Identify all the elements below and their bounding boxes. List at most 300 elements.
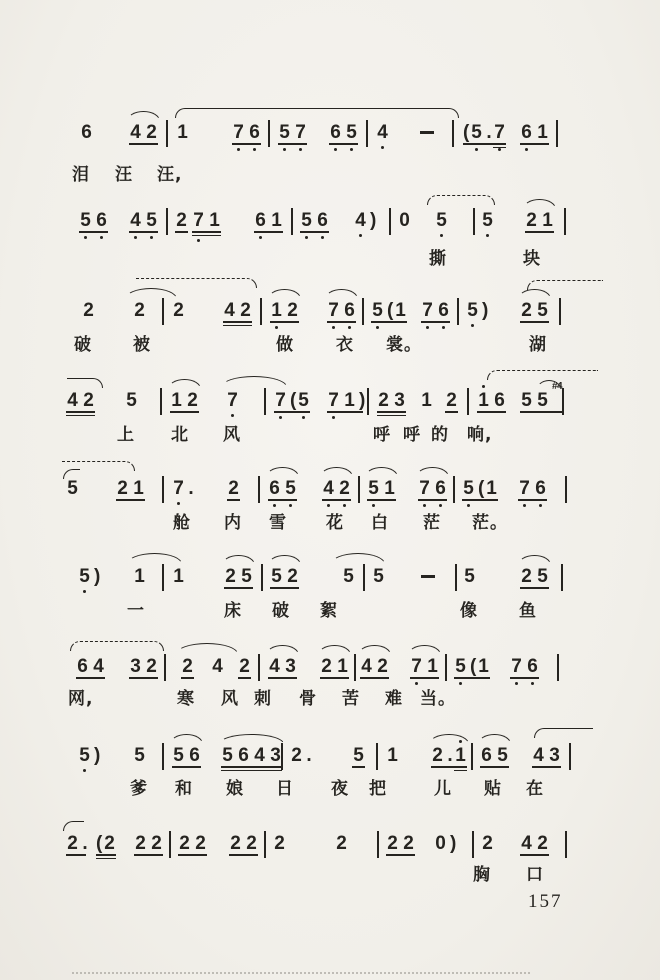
beam-line xyxy=(510,677,539,679)
octave-dot-below xyxy=(439,504,442,507)
slur-arc xyxy=(331,553,385,564)
barline xyxy=(160,388,162,415)
note-char: 7 xyxy=(410,656,423,678)
lyric: 湖 xyxy=(529,335,547,355)
note-group xyxy=(520,300,552,322)
note-char: 7 xyxy=(421,300,434,322)
note-group xyxy=(170,390,202,412)
note-group xyxy=(431,745,470,767)
beam-line-partial xyxy=(454,770,467,772)
note-char: 5 xyxy=(481,210,494,232)
note-char: ) xyxy=(482,300,489,321)
note-group xyxy=(386,833,418,855)
barline xyxy=(389,208,391,235)
beam-line xyxy=(463,143,506,145)
beam-line xyxy=(320,677,349,679)
octave-dot-below xyxy=(275,326,278,329)
slur-arc xyxy=(429,734,469,744)
beam-line xyxy=(377,411,406,413)
note-group xyxy=(278,122,310,144)
lyric: 鱼 xyxy=(519,601,537,621)
octave-dot-below xyxy=(83,590,86,593)
note-group xyxy=(520,122,552,144)
beam-line xyxy=(445,411,458,413)
note-char: 5 xyxy=(497,745,508,766)
note-group xyxy=(134,833,166,855)
note-char: 4 xyxy=(93,656,104,677)
note-group xyxy=(76,656,108,678)
note-char: 2 xyxy=(176,210,187,231)
note-char: 5 xyxy=(67,478,78,499)
note-group xyxy=(418,478,450,500)
note-char: 5 xyxy=(284,478,297,500)
beam-line xyxy=(270,321,299,323)
note-group xyxy=(462,478,501,500)
lyric: 爹 xyxy=(130,779,148,799)
octave-dot-below xyxy=(84,236,87,239)
octave-dot-below xyxy=(231,414,234,417)
note-char: 2 xyxy=(403,833,414,854)
slur-arc xyxy=(478,734,511,744)
note-char: 6 xyxy=(494,390,505,411)
note-char: 1 xyxy=(537,122,548,143)
note-char: 5 xyxy=(521,390,532,411)
octave-dot-below xyxy=(177,502,180,505)
lyric: 网, xyxy=(68,689,94,709)
note-char: 4 xyxy=(269,656,280,677)
note-char: 2 xyxy=(182,656,193,677)
note-char: 5 xyxy=(373,566,384,587)
octave-dot-below xyxy=(334,148,337,151)
barline xyxy=(354,654,356,681)
barline xyxy=(565,831,567,858)
barline xyxy=(562,388,564,415)
note-char: 2 xyxy=(526,210,537,231)
slur-arc xyxy=(170,734,203,744)
lyric: 娘 xyxy=(226,779,244,799)
note-group xyxy=(232,122,264,144)
barline xyxy=(366,120,368,147)
octave-dot-below xyxy=(283,148,286,151)
note-group xyxy=(290,745,313,767)
note-char: 0 xyxy=(435,833,446,854)
slur-arc xyxy=(222,555,255,565)
note-char: 2 xyxy=(225,566,236,587)
beam-line xyxy=(462,499,498,501)
octave-dot-below xyxy=(440,234,443,237)
note-char: 5 xyxy=(345,122,358,144)
octave-dot-below xyxy=(486,234,489,237)
note-char: 6 xyxy=(189,745,200,766)
octave-dot-below xyxy=(332,416,335,419)
slur-arc xyxy=(268,289,301,299)
note-char: 5 xyxy=(297,390,310,412)
lyric: 块 xyxy=(523,249,541,269)
barline xyxy=(162,743,164,770)
octave-dot-below xyxy=(515,682,518,685)
note-char: 3 xyxy=(394,390,405,411)
note-char: ( xyxy=(387,300,394,321)
beam-line xyxy=(223,321,252,323)
barline xyxy=(565,476,567,503)
note-group xyxy=(78,745,101,767)
note-group xyxy=(176,122,192,144)
note-group xyxy=(268,656,300,678)
note-char: ) xyxy=(94,745,101,766)
beam-line xyxy=(66,411,95,413)
note-char: 5 xyxy=(462,478,475,500)
note-char: 2 xyxy=(83,390,94,411)
slur-arc xyxy=(63,821,84,831)
beam-line xyxy=(224,587,253,589)
lyric: 像 xyxy=(460,601,478,621)
note-char: 1 xyxy=(270,300,283,322)
note-char: 5 xyxy=(271,566,282,587)
beam-line xyxy=(170,411,199,413)
barline xyxy=(166,120,168,147)
beam-line-2 xyxy=(223,325,252,327)
note-group xyxy=(268,478,300,500)
lyric: 做 xyxy=(276,335,294,355)
note-char: . xyxy=(188,478,194,499)
barline xyxy=(166,208,168,235)
note-char: 2 xyxy=(377,656,388,677)
note-group xyxy=(463,122,509,144)
octave-dot-below xyxy=(359,234,362,237)
note-char: 4 xyxy=(322,478,335,500)
beam-line-2 xyxy=(221,770,282,772)
note-char: 2 xyxy=(173,300,184,321)
note-char: 4 xyxy=(224,300,235,321)
octave-dot-above xyxy=(482,385,485,388)
note-char: 6 xyxy=(534,478,547,500)
note-char: 5 xyxy=(145,210,158,232)
note-char: 1 xyxy=(421,390,432,411)
note-char: ( xyxy=(290,390,297,411)
note-char: 5 xyxy=(173,745,184,766)
note-char: 4 xyxy=(361,656,372,677)
octave-dot-below xyxy=(523,504,526,507)
note-char: 5 xyxy=(367,478,380,500)
note-group xyxy=(270,300,302,322)
slur-arc xyxy=(365,467,398,477)
note-char: 6 xyxy=(316,210,329,232)
barline xyxy=(162,298,164,325)
note-char: 2 xyxy=(378,390,389,411)
lyric: 呼 xyxy=(403,425,421,445)
note-char: 1 xyxy=(344,390,355,411)
note-char: 2 xyxy=(338,478,351,500)
slur-arc xyxy=(487,370,598,380)
beam-line xyxy=(129,143,158,145)
lyric: 和 xyxy=(175,779,193,799)
note-char: 2 xyxy=(287,300,298,321)
note-group xyxy=(116,478,148,500)
lyric: 风 xyxy=(221,689,239,709)
barline xyxy=(258,654,260,681)
beam-line xyxy=(518,499,547,501)
barline xyxy=(260,298,262,325)
barline xyxy=(473,208,475,235)
slur-arc xyxy=(176,643,238,654)
lyric: 内 xyxy=(224,513,242,533)
slur-arc xyxy=(266,467,299,477)
note-char: 6 xyxy=(248,122,261,144)
slur-arc xyxy=(427,195,495,205)
note-char: 7 xyxy=(226,390,239,412)
octave-dot-below xyxy=(302,416,305,419)
note-char: ) xyxy=(370,210,377,231)
lyric: 难 xyxy=(385,689,403,709)
lyric: 的 xyxy=(431,425,449,445)
note-char: 6 xyxy=(481,745,492,766)
beam-line xyxy=(181,677,194,679)
lyric: 响, xyxy=(467,425,493,445)
note-group xyxy=(221,745,285,767)
lyric: 茫。 xyxy=(472,513,508,533)
note-char: 4 xyxy=(376,122,389,144)
note-char: 2 xyxy=(240,300,251,321)
note-char: 6 xyxy=(329,122,342,144)
octave-dot-below xyxy=(273,504,276,507)
beam-line xyxy=(367,499,396,501)
beam-line xyxy=(360,677,389,679)
beam-line xyxy=(229,854,258,856)
slur-arc xyxy=(527,280,603,290)
note-char: 4 xyxy=(354,210,367,232)
note-char: ( xyxy=(96,833,103,854)
note-group xyxy=(181,656,197,678)
note-char: 2 xyxy=(67,833,78,854)
beam-line xyxy=(520,143,549,145)
note-char: 2 xyxy=(135,833,146,854)
lyric: 骨 xyxy=(299,689,317,709)
octave-dot-below xyxy=(381,146,384,149)
beam-line xyxy=(268,499,297,501)
note-char: 4 xyxy=(212,656,223,677)
octave-dot-below xyxy=(289,504,292,507)
note-char: 6 xyxy=(434,478,447,500)
note-char: 6 xyxy=(254,210,267,232)
note-group xyxy=(224,566,256,588)
note-group xyxy=(254,210,286,232)
slur-arc xyxy=(268,555,301,565)
lyric: 胸 xyxy=(473,865,491,885)
barline xyxy=(162,564,164,591)
note-char: 5 xyxy=(464,566,475,587)
beam-line-2 xyxy=(66,415,95,417)
lyric: 被 xyxy=(133,335,151,355)
note-char: 2 xyxy=(228,478,239,499)
note-char: 6 xyxy=(343,300,356,322)
barline xyxy=(164,654,166,681)
note-char: 5 xyxy=(470,122,483,144)
octave-dot-below xyxy=(471,324,474,327)
note-char: 7 xyxy=(192,210,205,232)
note-group xyxy=(133,300,149,322)
note-char: 7 xyxy=(327,390,340,412)
slur-arc xyxy=(63,469,80,479)
note-char: 2 xyxy=(239,656,250,677)
note-char: 1 xyxy=(134,566,145,587)
note-char: ) xyxy=(94,566,101,587)
note-group xyxy=(78,566,101,588)
note-group xyxy=(226,390,242,412)
note-group xyxy=(66,478,82,500)
note-group xyxy=(327,300,359,322)
slur-arc xyxy=(408,645,441,655)
barline xyxy=(363,564,365,591)
lyric: 茫 xyxy=(423,513,441,533)
slur-arc xyxy=(127,111,160,121)
beam-line xyxy=(134,854,163,856)
octave-dot-below xyxy=(539,504,542,507)
octave-dot-below xyxy=(426,326,429,329)
note-char: 1 xyxy=(478,656,489,677)
note-group xyxy=(66,833,89,855)
note-char: 5 xyxy=(78,745,91,767)
octave-dot-below xyxy=(299,148,302,151)
beam-line xyxy=(175,231,188,233)
note-group xyxy=(377,390,409,412)
note-group xyxy=(129,656,161,678)
note-char: ( xyxy=(478,478,485,499)
note-group xyxy=(532,745,564,767)
note-char: 2 xyxy=(134,300,145,321)
note-char: 5 xyxy=(454,656,467,678)
octave-dot-below xyxy=(475,148,478,151)
barline xyxy=(455,564,457,591)
octave-dot-below xyxy=(134,236,137,239)
slur-arc xyxy=(518,555,551,565)
note-char: 2 xyxy=(336,833,347,854)
lyric: 在 xyxy=(526,779,544,799)
note-char: 2 xyxy=(151,833,162,854)
barline xyxy=(291,208,293,235)
octave-dot-below xyxy=(498,148,501,151)
note-group xyxy=(238,656,254,678)
barline xyxy=(162,476,164,503)
octave-dot-below xyxy=(83,769,86,772)
beam-line xyxy=(79,231,108,233)
barline xyxy=(453,476,455,503)
note-group xyxy=(66,390,98,412)
note-char: 4 xyxy=(254,745,265,766)
note-char: 2 xyxy=(187,390,198,411)
barline xyxy=(564,208,566,235)
note-group xyxy=(372,566,388,588)
lyric: 上 xyxy=(117,425,135,445)
lyric: 呼 xyxy=(373,425,391,445)
note-char: 2 xyxy=(321,656,332,677)
note-char: 1 xyxy=(427,656,438,677)
lyric: 破 xyxy=(74,335,92,355)
note-char: 7 xyxy=(518,478,531,500)
note-char: 4 xyxy=(130,122,141,143)
note-char: 5 xyxy=(353,745,364,766)
note-group xyxy=(172,478,195,500)
note-char: 3 xyxy=(270,745,281,766)
note-char: 5 xyxy=(126,390,137,411)
note-group xyxy=(178,833,210,855)
barline xyxy=(452,120,454,147)
note-char: 5 xyxy=(537,566,548,587)
barline xyxy=(471,743,473,770)
lyric: 刺 xyxy=(254,689,272,709)
barline xyxy=(362,298,364,325)
barline xyxy=(264,388,266,415)
lyric: 汪 xyxy=(115,165,133,185)
lyric: 破 xyxy=(272,601,290,621)
note-group xyxy=(192,210,224,232)
slur-arc xyxy=(266,645,299,655)
octave-dot-below xyxy=(423,504,426,507)
note-char: 6 xyxy=(526,656,539,678)
octave-dot-below xyxy=(332,326,335,329)
beam-line xyxy=(274,411,310,413)
note-char: 1 xyxy=(177,122,188,143)
note-char: 5 xyxy=(78,566,91,588)
note-char: 7 xyxy=(327,300,340,322)
beam-line xyxy=(454,677,490,679)
note-char: 1 xyxy=(271,210,282,231)
slur-arc xyxy=(67,378,103,388)
beam-line xyxy=(300,231,329,233)
octave-dot-below xyxy=(321,236,324,239)
note-group xyxy=(172,745,204,767)
note-char: 2 xyxy=(195,833,206,854)
beam-line xyxy=(192,231,221,233)
note-char: 1 xyxy=(133,478,144,499)
note-char: 5 xyxy=(537,300,548,321)
note-char: 2 xyxy=(179,833,190,854)
note-char: 1 xyxy=(171,390,182,411)
note-char: 2 xyxy=(291,745,302,766)
note-group xyxy=(82,300,98,322)
beam-line xyxy=(410,677,439,679)
beam-line xyxy=(221,766,282,768)
note-group xyxy=(172,566,188,588)
beam-line xyxy=(66,854,86,856)
lyric: 汪, xyxy=(157,165,183,185)
barline xyxy=(569,743,571,770)
note-char: 3 xyxy=(549,745,560,766)
beam-line xyxy=(116,499,145,501)
barline xyxy=(358,476,360,503)
note-char: 1 xyxy=(387,745,398,766)
note-char: ) xyxy=(450,833,457,854)
lyric: 日 xyxy=(276,779,294,799)
note-char: 2 xyxy=(521,300,532,321)
slur-arc xyxy=(518,289,551,299)
octave-dot-below xyxy=(253,148,256,151)
barline xyxy=(264,831,266,858)
beam-line xyxy=(371,321,407,323)
octave-dot-below xyxy=(150,236,153,239)
note-char: 5 xyxy=(435,210,448,232)
note-char: 7 xyxy=(172,478,185,500)
octave-dot-below xyxy=(350,148,353,151)
note-char: 1 xyxy=(542,210,553,231)
note-char: . xyxy=(447,745,453,766)
slur-arc xyxy=(127,553,182,564)
beam-line-2 xyxy=(192,235,221,237)
lyric: 衣 xyxy=(336,335,354,355)
note-char: 2 xyxy=(117,478,128,499)
barline xyxy=(258,476,260,503)
slur-arc xyxy=(168,379,201,389)
lyric: 泪 xyxy=(72,165,90,185)
